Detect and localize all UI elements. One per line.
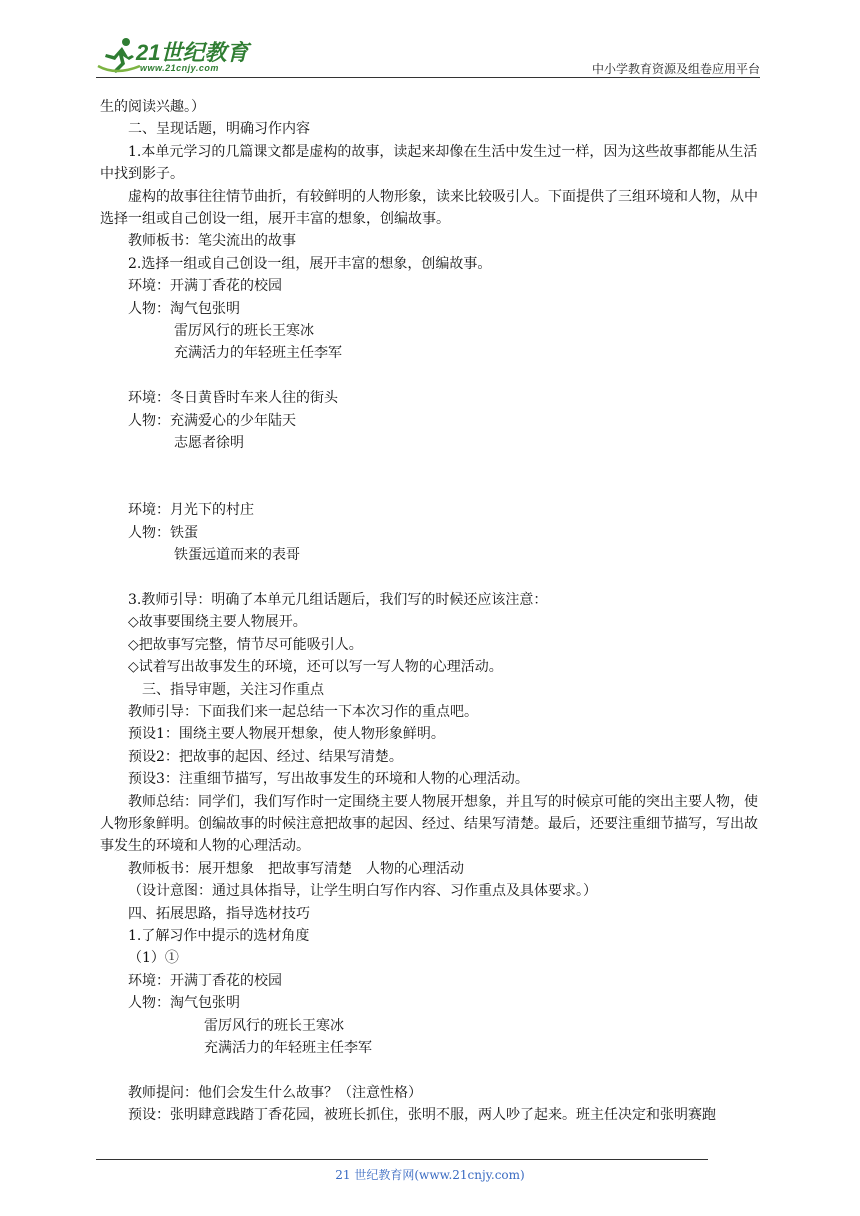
paragraph: 四、拓展思路，指导选材技巧: [128, 905, 310, 922]
blank-line: [100, 454, 764, 499]
paragraph: 志愿者徐明: [174, 435, 244, 452]
paragraph: 二、呈现话题，明确习作内容: [128, 121, 310, 138]
logo-text: 21世纪教育: [136, 40, 249, 65]
paragraph: 环境：月光下的村庄: [128, 502, 254, 519]
paragraph: 预设3：注重细节描写，写出故事发生的环境和人物的心理活动。: [128, 771, 529, 788]
paragraph: 教师板书：笔尖流出的故事: [128, 233, 296, 250]
paragraph: 预设：张明肆意践踏丁香花园，被班长抓住，张明不服，两人吵了起来。班主任决定和张明赛跑: [128, 1107, 716, 1124]
paragraph: 充满活力的年轻班主任李军: [204, 1040, 372, 1057]
paragraph: 预设1：围绕主要人物展开想象，使人物形象鲜明。: [128, 726, 445, 743]
footer-divider: [96, 1159, 708, 1160]
paragraph: 雷厉风行的班长王寒冰: [174, 323, 314, 340]
paragraph: ◇把故事写完整，情节尽可能吸引人。: [128, 636, 363, 653]
paragraph: 雷厉风行的班长王寒冰: [204, 1017, 344, 1034]
paragraph: 三、指导审题，关注习作重点: [142, 681, 324, 698]
paragraph: 2.选择一组或自己创设一组，展开丰富的想象，创编故事。: [128, 255, 492, 272]
blank-line: [100, 365, 764, 387]
page-header: [0, 0, 860, 80]
paragraph: ◇试着写出故事发生的环境，还可以写一写人物的心理活动。: [128, 659, 503, 676]
blank-line: [100, 1059, 764, 1081]
logo: [96, 36, 256, 78]
blank-line: [100, 567, 764, 589]
paragraph: 充满活力的年轻班主任李军: [174, 345, 342, 362]
paragraph: 1.了解习作中提示的选材角度: [128, 927, 310, 944]
paragraph: 环境：开满丁香花的校园: [128, 972, 282, 989]
document-body: [100, 96, 764, 1127]
paragraph: 人物：充满爱心的少年陆天: [128, 412, 296, 429]
paragraph: ◇故事要围绕主要人物展开。: [128, 614, 307, 631]
paragraph: 预设2：把故事的起因、经过、结果写清楚。: [128, 748, 403, 765]
header-platform-name: 中小学教育资源及组卷应用平台: [591, 62, 760, 76]
paragraph: （设计意图：通过具体指导，让学生明白写作内容、习作重点及具体要求。）: [128, 883, 597, 900]
paragraph: 铁蛋远道而来的表哥: [174, 547, 300, 564]
paragraph: （1）①: [128, 950, 179, 967]
paragraph: 环境：冬日黄昏时车来人往的街头: [128, 390, 338, 407]
paragraph: 1.本单元学习的几篇课文都是虚构的故事，读起来却像在生活中发生过一样，因为这些故事都能从生活中找到影子。: [100, 143, 758, 183]
paragraph: 3.教师引导：明确了本单元几组话题后，我们写的时候还应该注意：: [128, 591, 548, 608]
paragraph: 环境：开满丁香花的校园: [128, 278, 282, 295]
paragraph: 人物：铁蛋: [128, 524, 198, 541]
paragraph: 虚构的故事往往情节曲折，有较鲜明的人物形象，读来比较吸引人。下面提供了三组环境和人物，从中选择一组或自己创设一组，展开丰富的想象，创编故事。: [100, 188, 758, 228]
paragraph: 人物：淘气包张明: [128, 300, 240, 317]
paragraph: 教师提问：他们会发生什么故事？（注意性格）: [128, 1084, 422, 1101]
header-divider: [96, 77, 760, 78]
paragraph: 教师总结：同学们，我们写作时一定围绕主要人物展开想象，并且写的时候京可能的突出主要人物，使人物形象鲜明。创编故事的时候注意把故事的起因、经过、结果写清楚。最后，还要注重细节描写，写出故事发生的环境和人物的心理活动。: [100, 793, 758, 855]
paragraph: 人物：淘气包张明: [128, 995, 240, 1012]
paragraph: 教师板书：展开想象 把故事写清楚 人物的心理活动: [128, 860, 464, 877]
paragraph: 生的阅读兴趣。）: [100, 99, 205, 115]
paragraph: 教师引导：下面我们来一起总结一下本次习作的重点吧。: [128, 703, 478, 720]
footer-text: 21 世纪教育网(www.21cnjy.com): [335, 1168, 525, 1182]
logo-url: www.21cnjy.com: [140, 63, 219, 73]
